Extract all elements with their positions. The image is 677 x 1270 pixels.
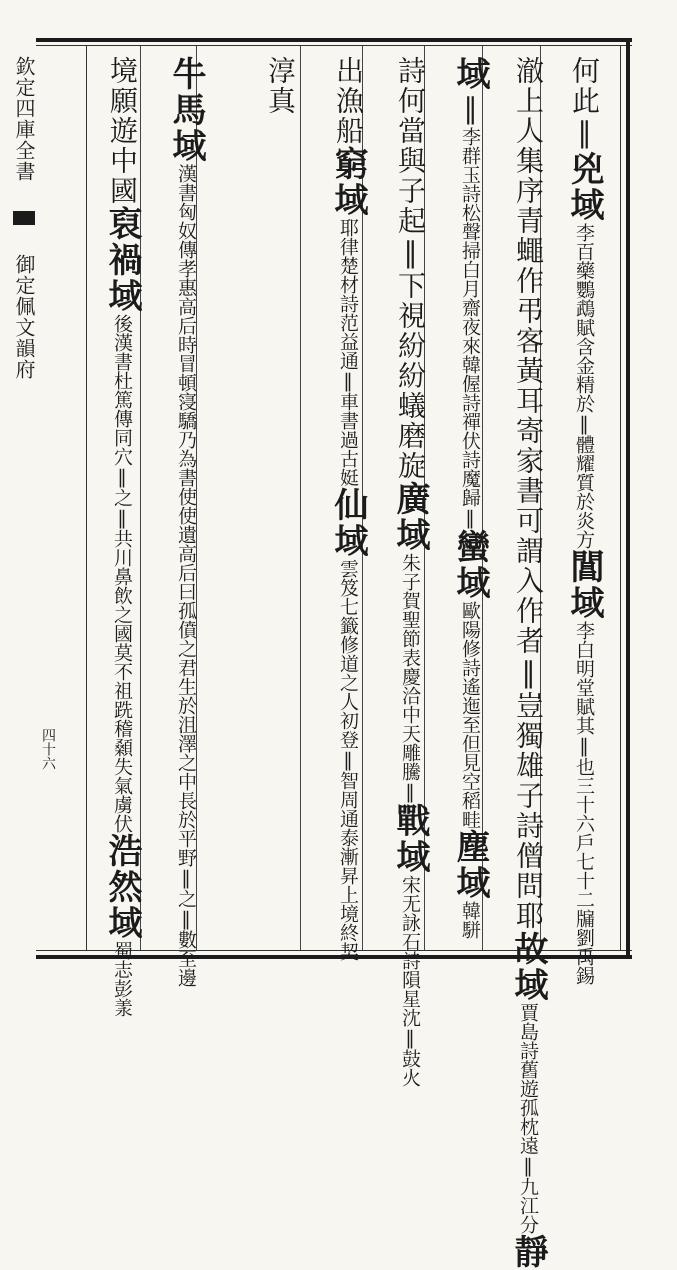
headword: 裒禍域 (102, 206, 142, 314)
headword: 仙域 (328, 487, 368, 559)
frame-left-rule (86, 45, 87, 951)
text-column (452, 56, 488, 939)
headword: 塵域 (450, 829, 490, 901)
body-text: 豈獨雄子詩僧問耶 (512, 691, 545, 931)
citation-text: 賈島詩舊遊孤枕遠‖九江分 (517, 1003, 539, 1234)
headword: 兇域 (564, 151, 604, 223)
headword: 牛馬域 (166, 56, 206, 164)
headword: 浩然域 (102, 833, 142, 941)
body-text: 出漁船 (332, 56, 365, 146)
headword: 故域 (508, 931, 548, 1003)
frame-top-rule (36, 38, 632, 42)
citation-text: 蜀志彭羕 (111, 941, 133, 1017)
text-column (262, 56, 298, 116)
citation-text: 李百藥鸚鵡賦含金精於‖體耀質於炎方 (573, 223, 595, 549)
frame-right-inner-rule (620, 45, 621, 951)
frame-top-inner-rule (36, 45, 632, 46)
headword: 窮域 (328, 146, 368, 218)
text-column (168, 56, 204, 987)
body-text: ‖ (454, 92, 487, 127)
headword: 閶域 (564, 549, 604, 621)
body-text: ‖ (568, 116, 601, 151)
frame-right-rule (626, 38, 630, 959)
page-number: 四十六 (40, 728, 56, 770)
headword: 廣域 (390, 481, 430, 553)
citation-text: 耶律楚材詩范益通‖車書過古娗 (337, 218, 359, 487)
citation-text: 韓駢 (459, 901, 481, 939)
fishtail-mark (13, 211, 35, 225)
citation-text: 雲笈七籤修道之人初登‖智周通泰漸昇上境終契 (337, 559, 359, 961)
body-text: 淳真 (264, 56, 297, 116)
gutter-title: 欽定四庫全書 (12, 56, 36, 182)
headword: 戰域 (390, 803, 430, 875)
headword: 域 (450, 56, 490, 92)
body-text: 澈上人集序青蠅作弔客黃耳寄家書可謂入作者‖ (512, 56, 545, 691)
citation-text: 李白明堂賦其‖也三十六戶七十二牖劉禹錫 (573, 621, 595, 985)
text-column (392, 56, 428, 1087)
headword: 靜 (508, 1234, 548, 1270)
gutter-book-title: 御定佩文韻府 (12, 254, 36, 380)
column-rule (300, 46, 301, 950)
citation-text: 朱子賀聖節表慶洽中天雕騰‖ (399, 553, 421, 803)
text-column (104, 56, 140, 1017)
headword: 蠻域 (450, 529, 490, 601)
body-text: 詩何當與子起‖下視紛紛蟻磨旋 (394, 56, 427, 481)
column-rule (140, 46, 141, 950)
text-column (330, 56, 366, 961)
citation-text: 宋无詠石詩隕星沈‖鼓火 (399, 875, 421, 1087)
citation-text: 李群玉詩松聲掃白月齋夜來韓偓詩禪伏詩魔歸‖ (459, 127, 481, 529)
body-text: 何此 (568, 56, 601, 116)
gutter-margin (12, 56, 36, 380)
body-text: 境願遊中國 (106, 56, 139, 206)
text-column (566, 56, 602, 985)
citation-text: 後漢書杜篤傳同穴‖之‖共川鼻飲之國莫不祖跣稽顙失氣虜伏 (111, 314, 133, 833)
text-column (510, 56, 546, 1270)
citation-text: 歐陽修詩遙迤至但見空稻畦 (459, 601, 481, 829)
citation-text: 漢書匈奴傳孝惠高后時冒頓寖驕乃為書使使遺高后曰孤僨之君生於沮澤之中長於平野‖之‖數至邊 (175, 164, 197, 987)
